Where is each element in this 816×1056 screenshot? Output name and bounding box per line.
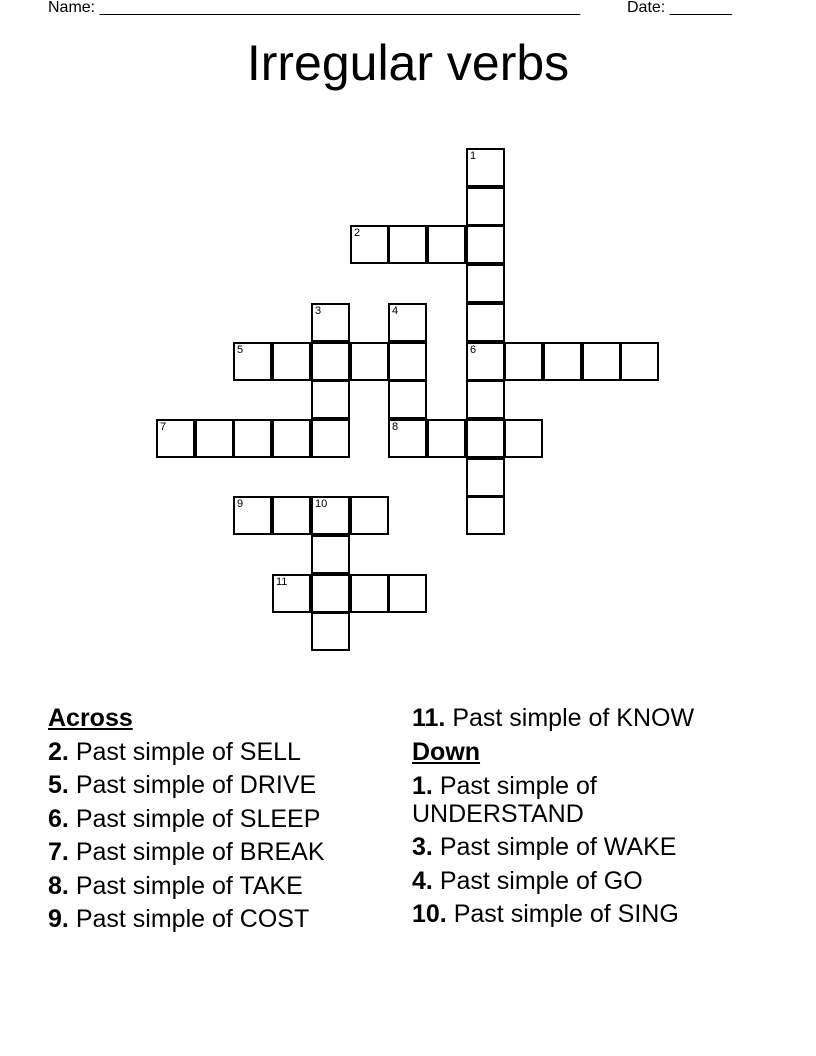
crossword-cell[interactable]: [272, 342, 311, 381]
cell-number: 2: [354, 227, 361, 239]
crossword-cell[interactable]: [388, 419, 427, 458]
clue-number: 4.: [412, 866, 433, 895]
clue-number: 3.: [412, 833, 433, 861]
crossword-cell[interactable]: [466, 264, 505, 303]
crossword-cell[interactable]: [388, 380, 427, 419]
crossword-cell[interactable]: [582, 342, 621, 381]
crossword-cell[interactable]: [466, 458, 505, 497]
crossword-cell[interactable]: [233, 419, 272, 458]
clue-down-4: [412, 865, 772, 899]
crossword-cell[interactable]: [466, 187, 505, 226]
crossword-cell[interactable]: [156, 419, 195, 458]
clue-number: 2.: [48, 737, 69, 766]
clue-text: Past simple of BREAK: [75, 838, 325, 866]
clues-column-right: [412, 702, 772, 932]
cell-number: 5: [237, 344, 244, 356]
crossword-cell[interactable]: [466, 342, 505, 381]
crossword-cell[interactable]: [620, 342, 659, 381]
crossword-cell[interactable]: [311, 303, 350, 342]
page-title: Irregular verbs: [246, 35, 570, 91]
clue-across-7: [48, 836, 398, 870]
crossword-cell[interactable]: [466, 496, 505, 535]
cell-number: 9: [237, 498, 244, 510]
clue-across-5: [48, 769, 398, 803]
clue-text: Past simple of TAKE: [75, 871, 303, 900]
clue-text: Past simple of DRIVE: [75, 771, 317, 799]
clue-down-3: [412, 831, 772, 865]
cell-number: 4: [392, 305, 399, 317]
clue-number: 9.: [48, 905, 69, 933]
clue-text: Past simple of SING: [453, 900, 679, 928]
crossword-cell[interactable]: [427, 225, 466, 264]
crossword-cell[interactable]: [350, 225, 389, 264]
clue-down-1: [412, 772, 772, 828]
crossword-cell[interactable]: [350, 342, 389, 381]
clue-text: Past simple of COST: [75, 905, 310, 933]
clue-text: Past simple of KNOW: [452, 704, 695, 732]
clue-across-11: [412, 702, 772, 736]
crossword-cell[interactable]: [427, 419, 466, 458]
crossword-cell[interactable]: [195, 419, 234, 458]
clue-number: 5.: [48, 771, 69, 799]
crossword-cell[interactable]: [466, 303, 505, 342]
clue-number: 8.: [48, 871, 69, 900]
crossword-cell[interactable]: [311, 612, 350, 651]
crossword-cell[interactable]: [504, 342, 543, 381]
crossword-cell[interactable]: [311, 380, 350, 419]
crossword-cell[interactable]: [311, 342, 350, 381]
crossword-cell[interactable]: [350, 574, 389, 613]
clue-text: Past simple of GO: [439, 866, 643, 895]
cell-number: 7: [160, 421, 167, 433]
clue-text: Past simple of SELL: [75, 737, 301, 766]
crossword-cell[interactable]: [466, 419, 505, 458]
crossword-cell[interactable]: [504, 419, 543, 458]
crossword-cell[interactable]: [543, 342, 582, 381]
crossword-cell[interactable]: [311, 496, 350, 535]
clue-text: Past simple of SLEEP: [75, 804, 321, 833]
crossword-cell[interactable]: [272, 419, 311, 458]
across-heading: Across: [48, 704, 133, 732]
clue-number: 6.: [48, 804, 69, 833]
cell-number: 6: [470, 344, 477, 356]
cell-number: 1: [470, 150, 477, 162]
clue-number: 7.: [48, 838, 69, 866]
clue-text: Past simple of WAKE: [439, 833, 677, 861]
clue-across-9: [48, 903, 398, 937]
crossword-cell[interactable]: [466, 380, 505, 419]
crossword-cell[interactable]: [272, 574, 311, 613]
crossword-cell[interactable]: [466, 148, 505, 187]
clues-column-left: [48, 702, 398, 937]
crossword-cell[interactable]: [388, 303, 427, 342]
cell-number: 11: [276, 576, 288, 588]
clue-number: 1.: [412, 772, 433, 800]
crossword-cell[interactable]: [311, 535, 350, 574]
cell-number: 8: [392, 421, 399, 433]
clue-across-8: [48, 870, 398, 904]
name-field-label: Name: ______________________________________________________: [48, 0, 581, 16]
clue-number: 10.: [412, 900, 447, 928]
crossword-cell[interactable]: [233, 342, 272, 381]
crossword-cell[interactable]: [233, 496, 272, 535]
clue-number: 11.: [412, 704, 446, 732]
crossword-cell[interactable]: [311, 419, 350, 458]
date-field-label: Date: _______: [627, 0, 732, 16]
clue-text: Past simple of UNDERSTAND: [412, 772, 597, 828]
crossword-cell[interactable]: [388, 342, 427, 381]
crossword-cell[interactable]: [311, 574, 350, 613]
crossword-cell[interactable]: [388, 225, 427, 264]
clue-across-6: [48, 803, 398, 837]
crossword-cell[interactable]: [350, 496, 389, 535]
cell-number: 10: [315, 498, 328, 510]
clue-across-2: [48, 736, 398, 770]
crossword-cell[interactable]: [272, 496, 311, 535]
clue-down-10: [412, 898, 772, 932]
cell-number: 3: [315, 305, 322, 317]
crossword-cell[interactable]: [388, 574, 427, 613]
down-heading: Down: [412, 737, 481, 766]
crossword-cell[interactable]: [466, 225, 505, 264]
